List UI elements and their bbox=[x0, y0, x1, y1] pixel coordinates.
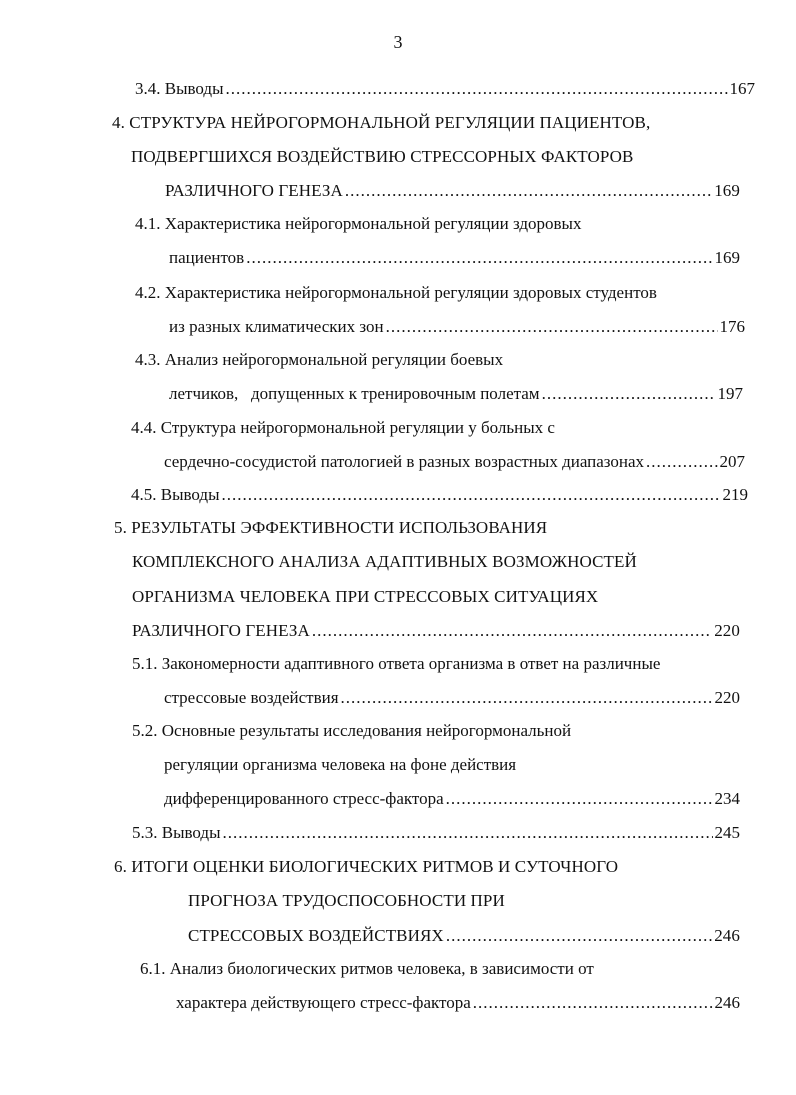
toc-entry-title: дифференцированного стресс-фактора bbox=[164, 789, 444, 808]
dot-leader bbox=[446, 924, 712, 948]
toc-entry-4-2-last bbox=[169, 315, 745, 339]
dot-leader bbox=[341, 686, 713, 710]
toc-page-number: 219 bbox=[722, 485, 748, 504]
toc-entry-4-4-line-1: 4.4. Структура нейрогормональной регуляции у больных с bbox=[131, 418, 555, 437]
toc-entry-4-5 bbox=[131, 483, 748, 507]
toc-entry-4-1-last bbox=[169, 246, 740, 270]
toc-chapter-5-line-3: ОРГАНИЗМА ЧЕЛОВЕКА ПРИ СТРЕССОВЫХ СИТУАЦИЯХ bbox=[132, 587, 599, 606]
toc-entry-4-4-last bbox=[164, 450, 745, 474]
toc-entry-5-1-line-1: 5.1. Закономерности адаптивного ответа организма в ответ на различные bbox=[132, 654, 661, 673]
toc-entry-title: сердечно-сосудистой патологией в разных возрастных диапазонах bbox=[164, 452, 645, 471]
toc-chapter-6-last bbox=[188, 924, 740, 948]
dot-leader bbox=[246, 246, 712, 270]
dot-leader bbox=[473, 991, 713, 1015]
toc-entry-5-2-line-2: регуляции организма человека на фоне действия bbox=[164, 755, 517, 774]
toc-page-number: 176 bbox=[719, 317, 745, 336]
dot-leader bbox=[222, 483, 721, 507]
toc-entry-title: пациентов bbox=[169, 248, 245, 267]
toc-chapter-6-line-2: ПРОГНОЗА ТРУДОСПОСОБНОСТИ ПРИ bbox=[188, 891, 505, 910]
toc-entry-5-1-last bbox=[164, 686, 740, 710]
dot-leader bbox=[312, 619, 712, 643]
toc-entry-4-3-last bbox=[169, 382, 743, 406]
toc-page-number: 246 bbox=[714, 993, 740, 1012]
toc-entry-title: РАЗЛИЧНОГО ГЕНЕЗА bbox=[165, 181, 343, 200]
dot-leader bbox=[226, 77, 728, 101]
toc-page-number: 207 bbox=[719, 452, 745, 471]
toc-chapter-4-line-2: ПОДВЕРГШИХСЯ ВОЗДЕЙСТВИЮ СТРЕССОРНЫХ ФАКТОРОВ bbox=[131, 147, 634, 166]
page-number: 3 bbox=[393, 32, 403, 52]
dot-leader bbox=[646, 450, 717, 474]
toc-entry-4-1-line-1: 4.1. Характеристика нейрогормональной регуляции здоровых bbox=[135, 214, 582, 233]
toc-chapter-6-line-1: 6. ИТОГИ ОЦЕНКИ БИОЛОГИЧЕСКИХ РИТМОВ И СУТОЧНОГО bbox=[114, 857, 619, 876]
toc-entry-title: стрессовые воздействия bbox=[164, 688, 339, 707]
toc-page-number: 169 bbox=[714, 248, 740, 267]
dot-leader bbox=[542, 382, 716, 406]
toc-chapter-5-line-2: КОМПЛЕКСНОГО АНАЛИЗА АДАПТИВНЫХ ВОЗМОЖНОСТЕЙ bbox=[132, 552, 637, 571]
toc-chapter-5-line-1: 5. РЕЗУЛЬТАТЫ ЭФФЕКТИВНОСТИ ИСПОЛЬЗОВАНИЯ bbox=[114, 518, 548, 537]
toc-entry-title: 3.4. Выводы bbox=[135, 79, 224, 98]
toc-entry-4-3-line-1: 4.3. Анализ нейрогормональной регуляции боевых bbox=[135, 350, 504, 369]
toc-page-number: 220 bbox=[714, 688, 740, 707]
toc-entry-3-4 bbox=[135, 77, 755, 101]
toc-entry-title: из разных климатических зон bbox=[169, 317, 384, 336]
toc-entry-5-3 bbox=[132, 821, 740, 845]
toc-entry-6-1-last bbox=[176, 991, 740, 1015]
toc-page-number: 197 bbox=[717, 384, 743, 403]
toc-page-number: 234 bbox=[714, 789, 740, 808]
toc-entry-title: 4.5. Выводы bbox=[131, 485, 220, 504]
dot-leader bbox=[345, 179, 712, 203]
toc-page-number: 169 bbox=[714, 181, 740, 200]
toc-chapter-5-last bbox=[132, 619, 740, 643]
toc-entry-5-2-last bbox=[164, 787, 740, 811]
toc-page-number: 245 bbox=[714, 823, 740, 842]
toc-entry-title: характера действующего стресс-фактора bbox=[176, 993, 471, 1012]
dot-leader bbox=[446, 787, 713, 811]
toc-entry-title: СТРЕССОВЫХ ВОЗДЕЙСТВИЯХ bbox=[188, 926, 444, 945]
toc-page-number: 167 bbox=[729, 79, 755, 98]
toc-page-number: 246 bbox=[714, 926, 740, 945]
toc-entry-title: летчиков, допущенных к тренировочным полетам bbox=[169, 384, 540, 403]
toc-page-number: 220 bbox=[714, 621, 740, 640]
toc-entry-title: 5.3. Выводы bbox=[132, 823, 221, 842]
toc-entry-5-2-line-1: 5.2. Основные результаты исследования нейрогормональной bbox=[132, 721, 572, 740]
dot-leader bbox=[386, 315, 718, 339]
dot-leader bbox=[223, 821, 713, 845]
toc-entry-6-1-line-1: 6.1. Анализ биологических ритмов человека, в зависимости от bbox=[140, 959, 594, 978]
toc-entry-title: РАЗЛИЧНОГО ГЕНЕЗА bbox=[132, 621, 310, 640]
toc-chapter-4-line-1: 4. СТРУКТУРА НЕЙРОГОРМОНАЛЬНОЙ РЕГУЛЯЦИИ ПАЦИЕНТОВ, bbox=[112, 113, 651, 132]
toc-entry-4-2-line-1: 4.2. Характеристика нейрогормональной регуляции здоровых студентов bbox=[135, 283, 657, 302]
toc-chapter-4-last bbox=[165, 179, 740, 203]
